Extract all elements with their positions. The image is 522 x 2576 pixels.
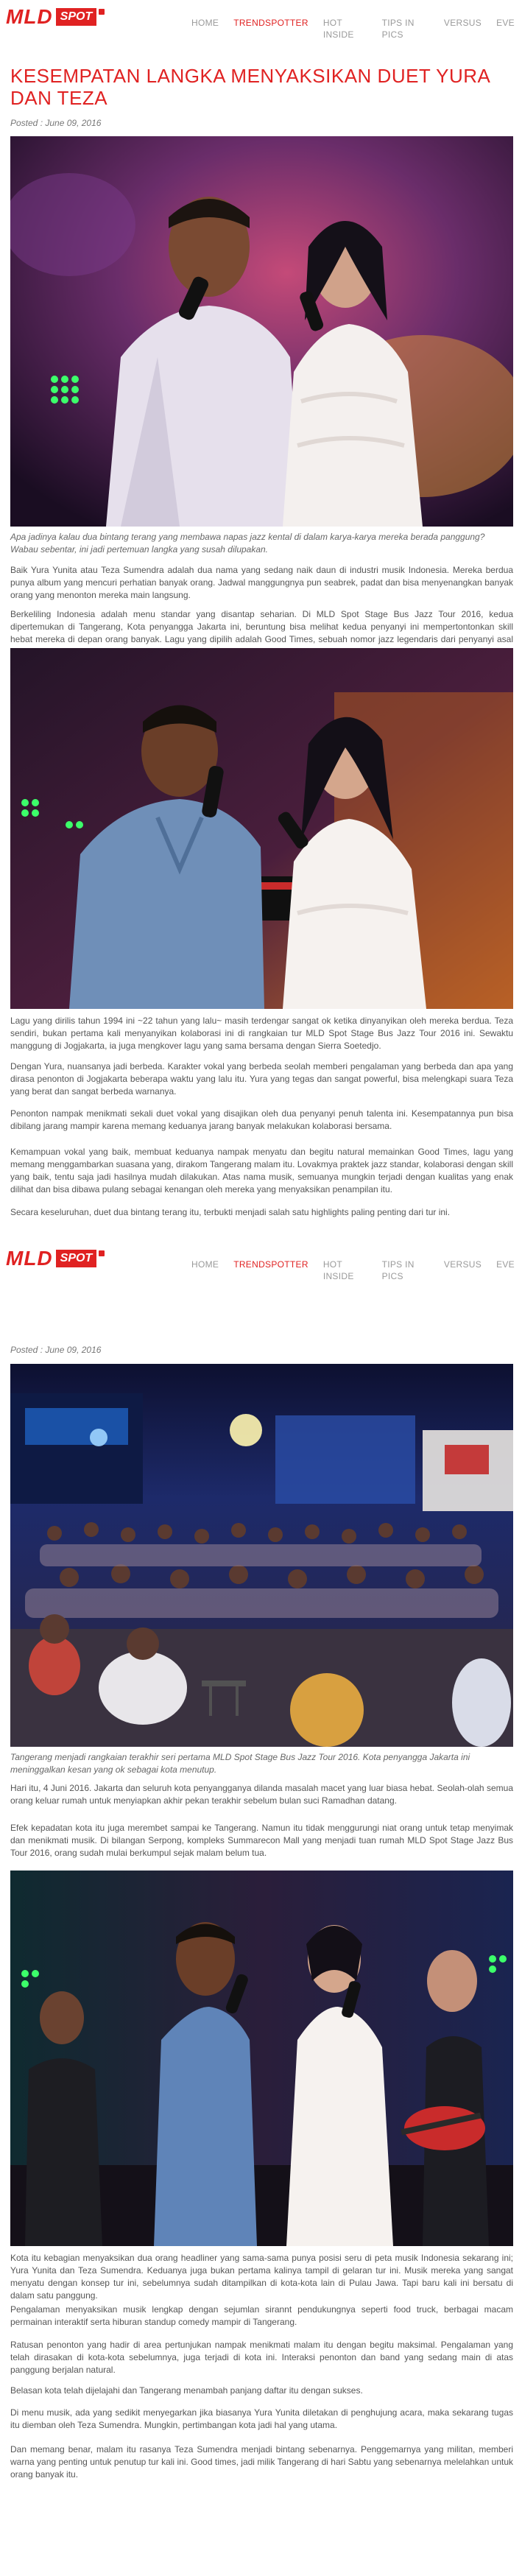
paragraph-5: Penonton nampak menikmati sekali duet vokal yang disajikan oleh dua penyanyi penuh talenta ini. Kesempatannya pun bisa dibilang jarang mampir karena memang keduanya jarang banyak melakukan kolaborasi bersama. (10, 1108, 513, 1131)
site-header (0, 0, 522, 43)
paragraph-14: Di menu musik, ada yang sedikit menyegarkan jika biasanya Yura Yunita diletakan di penghujung acara, maka sekarang tugas itu diemban oleh Teza Sumendra. Mungkin, pertimbangan kota jadi hal yang utama. (10, 2407, 513, 2430)
paragraph-13: Belasan kota telah dijelajahi dan Tangerang menambah panjang daftar itu dengan sukses. (10, 2385, 363, 2396)
paragraph-10: Kota itu kebagian menyaksikan dua orang headliner yang sama-sama punya posisi seru di peta musik Indonesia sekarang ini; Yura Yunita dan Teza Sumendra. Keduanya juga bukan pertama kalinya tampil di gelaran tur ini. Musik mereka yang sangat menyatu dengan konsep tur ini, sebelumnya sudah ditampilkan di kota-kota lain di Pulau Jawa. Tapi baru kali ini bersatu di dalam satu panggung. (10, 2253, 513, 2301)
photo-caption-1: Apa jadinya kalau dua bintang terang yang membawa napas jazz kental di dalam karya-karya mereka berada panggung? Wabau sebentar, ini jadi pertemuan langka yang susah dilupakan. (10, 532, 485, 555)
paragraph-2: Berkeliling Indonesia adalah menu standar yang disantap seharian. Di MLD Spot Stage Bus Jazz Tour 2016, kedua dipertemukan di Tangerang, Kota penyangga Jakarta ini, beruntung bisa melihat kedua penyanyi ini mempertontonkan skill hebat mereka di depan orang banyak. Lagu yang dipilih adalah Good Times, sebuah nomor jazz legendaris dari penyanyi asal (10, 609, 513, 644)
article-photo-duet-closeup (10, 648, 513, 1009)
logo-spot-badge: SPOT (56, 8, 97, 26)
paragraph-12: Ratusan penonton yang hadir di area pertunjukan nampak menikmati malam itu dengan begitu maksimal. Pengalaman yang telah dirasakan di kota-kota sebelumnya, juga terjadi di kota ini. Interaksi penonton dan band yang sedang main di atas panggung berjalan natural. (10, 2340, 513, 2375)
logo-dot-icon (99, 9, 105, 15)
paragraph-3: Lagu yang dirilis tahun 1994 ini ~22 tahun yang lalu~ masih terdengar sangat ok ketika dinyanyikan oleh mereka berdua. Teza sendiri, bukan pertama kali menyanyikan kolaborasi ini di rangkaian tur MLD Spot Stage Bus Jazz Tour 2016 ini. Sewaktu manggung di Jogjakarta, ia juga mengkover lagu yang sama bersama dengan Sierra Soetedjo. (10, 1016, 513, 1051)
main-nav (184, 17, 522, 41)
paragraph-8: Hari itu, 4 Juni 2016. Jakarta dan seluruh kota penyangganya dilanda masalah macet yang luar biasa hebat. Seolah-olah semua orang keluar rumah untuk menyiapkan akhir pekan terakhir sebelum bulan suci Ramadhan datang. (10, 1783, 513, 1806)
nav-home[interactable]: HOME (191, 18, 219, 28)
article-photo-band (10, 1871, 513, 2246)
nav-hot-inside-2[interactable]: HOT INSIDE (322, 1259, 354, 1281)
article-photo-duet (10, 136, 513, 527)
nav-eve-2[interactable]: EVE (496, 1259, 515, 1270)
nav-hot-inside[interactable]: HOT INSIDE (322, 18, 354, 40)
paragraph-11: Pengalaman menyaksikan musik lengkap dengan sejumlan sirannt pendukungnya seperti food truck, berbagai macam permainan interaktif serta hiburan standup comedy mampir di Tangerang. (10, 2304, 513, 2327)
nav-tips-in-pics[interactable]: TIPS IN PICS (381, 18, 415, 40)
logo-mld-text-2: MLD (6, 1247, 53, 1270)
site-logo-2[interactable] (6, 1249, 105, 1268)
paragraph-15: Dan memang benar, malam itu rasanya Teza Sumendra menjadi bintang sebenarnya. Penggemarnya yang militan, memberi warna yang penting untuk penutup tur kali ini. Good times, jadi milik Tangerang di hari Sabtu yang sebenarnya melelahkan untuk orang banyak itu. (10, 2444, 513, 2480)
paragraph-9: Efek kepadatan kota itu juga merembet sampai ke Tangerang. Namun itu tidak menggurungi niat orang untuk tetap menyimak dan menikmati musik. Di bilangan Serpong, kompleks Summarecon Mall yang menjadi tuan rumah MLD Spot Stage Jazz Bus Tour 2016, orang sudah mulai berkumpul sejak malam belum tua. (10, 1823, 513, 1858)
nav-trendspotter[interactable]: TRENDSPOTTER (233, 18, 308, 28)
nav-home-2[interactable]: HOME (191, 1259, 219, 1270)
posted-date: Posted : June 09, 2016 (10, 118, 102, 128)
logo-mld-text: MLD (6, 5, 53, 28)
logo-spot-badge-2: SPOT (56, 1250, 97, 1267)
article-photo-crowd (10, 1364, 513, 1747)
site-header-2 (0, 1242, 522, 1284)
paragraph-7: Secara keseluruhan, duet dua bintang terang itu, terbukti menjadi salah satu highlights paling penting dari tur ini. (10, 1207, 451, 1217)
paragraph-6: Kemampuan vokal yang baik, membuat keduanya nampak menyatu dan begitu natural memainkan Good Times, lagu yang memang menggambarkan suasana yang, dirakom Tangerang malam itu. Lovakmya praktek jazz standar, kolaborasi dengan skill yang baik, tentu saja jadi hasilnya mudah dilakukan. Atas nama musik, semuanya mungkin terjadi dengan kualitas yang enak dilihat dan bisa dibawa pulang sebagai kenangan oleh mereka yang menyaksikan penampilan itu. (10, 1147, 513, 1194)
nav-tips-in-pics-2[interactable]: TIPS IN PICS (381, 1259, 415, 1281)
main-nav-2 (184, 1259, 522, 1282)
site-logo[interactable] (6, 7, 105, 27)
posted-date-2: Posted : June 09, 2016 (10, 1345, 102, 1355)
logo-dot-icon-2 (99, 1250, 105, 1256)
article-title: KESEMPATAN LANGKA MENYAKSIKAN DUET YURA DAN TEZA (10, 65, 490, 109)
nav-trendspotter-2[interactable]: TRENDSPOTTER (233, 1259, 308, 1270)
nav-versus-2[interactable]: VERSUS (443, 1259, 482, 1270)
paragraph-4: Dengan Yura, nuansanya jadi berbeda. Karakter vokal yang berbeda seolah memberi pengalaman yang berbeda dan apa yang dirasa penonton di Jogjakarta beberapa waktu yang lalu itu. Yura yang tegas dan sangat powerful, bisa melengkapi suara Teza yang berat dan sangat berbeda warnanya. (10, 1061, 513, 1097)
photo-caption-2: Tangerang menjadi rangkaian terakhir seri pertama MLD Spot Stage Bus Jazz Tour 2016. Kota penyangga Jakarta ini meninggalkan kesan yang ok sebagai kota menutup. (10, 1752, 470, 1775)
nav-eve[interactable]: EVE (496, 18, 515, 28)
paragraph-1: Baik Yura Yunita atau Teza Sumendra adalah dua nama yang sedang naik daun di industri musik Indonesia. Mereka berdua punya album yang mencuri perhatian banyak orang. Jadwal manggungnya pun seabrek, padat dan bisa menyenangkan banyak orang yang menonton mereka main langsung. (10, 565, 513, 600)
nav-versus[interactable]: VERSUS (443, 18, 482, 28)
